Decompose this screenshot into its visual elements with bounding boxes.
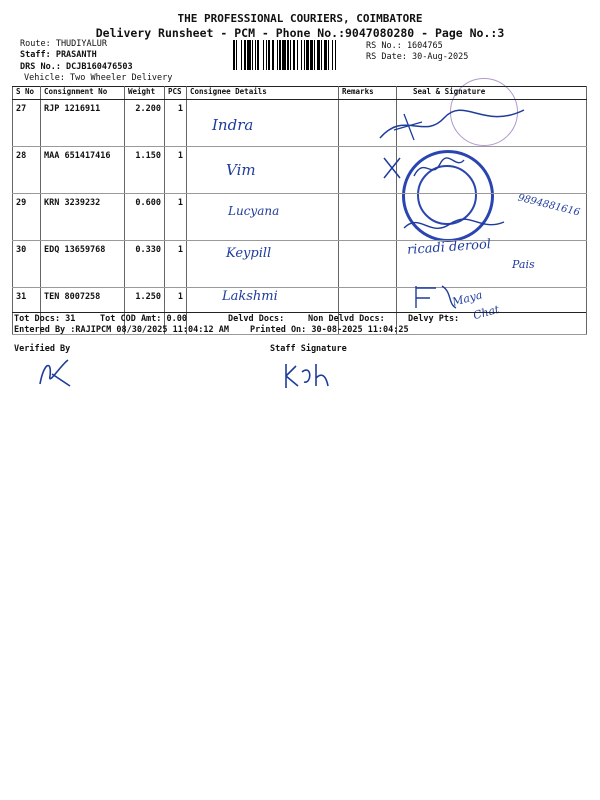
- row-weight: 2.200: [125, 100, 165, 147]
- handwritten-note-row31b: Chat: [471, 302, 501, 323]
- non-delivered-docs: Non Delvd Docs:: [308, 314, 385, 324]
- rs-number: RS No.: 1604765: [366, 41, 443, 51]
- staff-label: Staff: PRASANTH: [20, 50, 97, 60]
- verified-by-label: Verified By: [14, 344, 71, 354]
- row-consignment-no: MAA 651417416: [41, 147, 125, 194]
- row-sno: 30: [13, 241, 41, 288]
- row-consignee-cell: [187, 100, 339, 147]
- handwritten-note-row31: Maya: [450, 288, 484, 309]
- handwritten-consignee-28: Vim: [226, 161, 256, 179]
- signature-row28: [380, 150, 470, 185]
- rs-date: RS Date: 30-Aug-2025: [366, 52, 469, 62]
- col-header-consignee: Consignee Details: [187, 87, 339, 100]
- barcode: [233, 40, 361, 70]
- handwritten-consignee-29: Lucyana: [228, 204, 280, 218]
- row-sno: 27: [13, 100, 41, 147]
- delivery-points: Delvy Pts:: [408, 314, 460, 324]
- row-consignment-no: KRN 3239232: [41, 194, 125, 241]
- row-consignee-cell: [187, 147, 339, 194]
- row-weight: 0.600: [125, 194, 165, 241]
- col-header-seal: Seal & Signature: [397, 87, 587, 100]
- printed-on: Printed On: 30-08-2025 11:04:25: [250, 325, 409, 335]
- handwritten-phone-note: 9894881616: [516, 192, 582, 219]
- row-consignment-no: TEN 8007258: [41, 288, 125, 335]
- row-remarks-cell: [339, 241, 397, 288]
- summary-divider: [12, 312, 586, 313]
- vehicle-label: Vehicle: Two Wheeler Delivery: [24, 73, 173, 83]
- entered-by: Entered By :RAJIPCM 08/30/2025 11:04:12 AM: [14, 325, 229, 335]
- row-remarks-cell: [339, 194, 397, 241]
- row-pcs: 1: [165, 241, 187, 288]
- drs-number: DRS No.: DCJB160476503: [20, 62, 133, 72]
- handwritten-consignee-31: Lakshmi: [222, 289, 278, 304]
- handwritten-note-row30: ricadi derool: [406, 237, 492, 258]
- row-sno: 31: [13, 288, 41, 335]
- staff-signature: [282, 358, 334, 392]
- table-header-row: [13, 87, 587, 100]
- row-consignment-no: EDQ 13659768: [41, 241, 125, 288]
- verifier-signature: [34, 356, 74, 390]
- handwritten-consignee-30: Keypill: [226, 246, 272, 261]
- col-header-sno: S No: [13, 87, 41, 100]
- row-pcs: 1: [165, 194, 187, 241]
- row-sno: 28: [13, 147, 41, 194]
- col-header-weight: Weight: [125, 87, 165, 100]
- col-header-consignment: Consignment No: [41, 87, 125, 100]
- total-docs: Tot Docs: 31: [14, 314, 76, 324]
- handwritten-consignee-27: Indra: [212, 116, 254, 134]
- delivered-docs: Delvd Docs:: [228, 314, 285, 324]
- staff-signature-label: Staff Signature: [270, 344, 347, 354]
- runsheet-subtitle: Delivery Runsheet - PCM - Phone No.:9047080280 - Page No.:3: [95, 26, 505, 40]
- row-pcs: 1: [165, 288, 187, 335]
- col-header-pcs: PCS: [165, 87, 187, 100]
- total-cod-amount: Tot COD Amt: 0.00: [100, 314, 187, 324]
- row-weight: 1.250: [125, 288, 165, 335]
- row-consignment-no: RJP 1216911: [41, 100, 125, 147]
- handwritten-note-row30b: Pais: [512, 258, 535, 271]
- signature-row31: [412, 280, 462, 312]
- row-pcs: 1: [165, 100, 187, 147]
- route-label: Route: THUDIYALUR: [20, 39, 107, 49]
- table-row: [13, 147, 587, 194]
- row-pcs: 1: [165, 147, 187, 194]
- signature-row29: [400, 210, 510, 240]
- row-sno: 29: [13, 194, 41, 241]
- signature-row27: [374, 100, 534, 150]
- row-weight: 1.150: [125, 147, 165, 194]
- company-title: THE PROFESSIONAL COURIERS, COIMBATORE: [177, 12, 423, 25]
- table-row: [13, 241, 587, 288]
- row-weight: 0.330: [125, 241, 165, 288]
- col-header-remarks: Remarks: [339, 87, 397, 100]
